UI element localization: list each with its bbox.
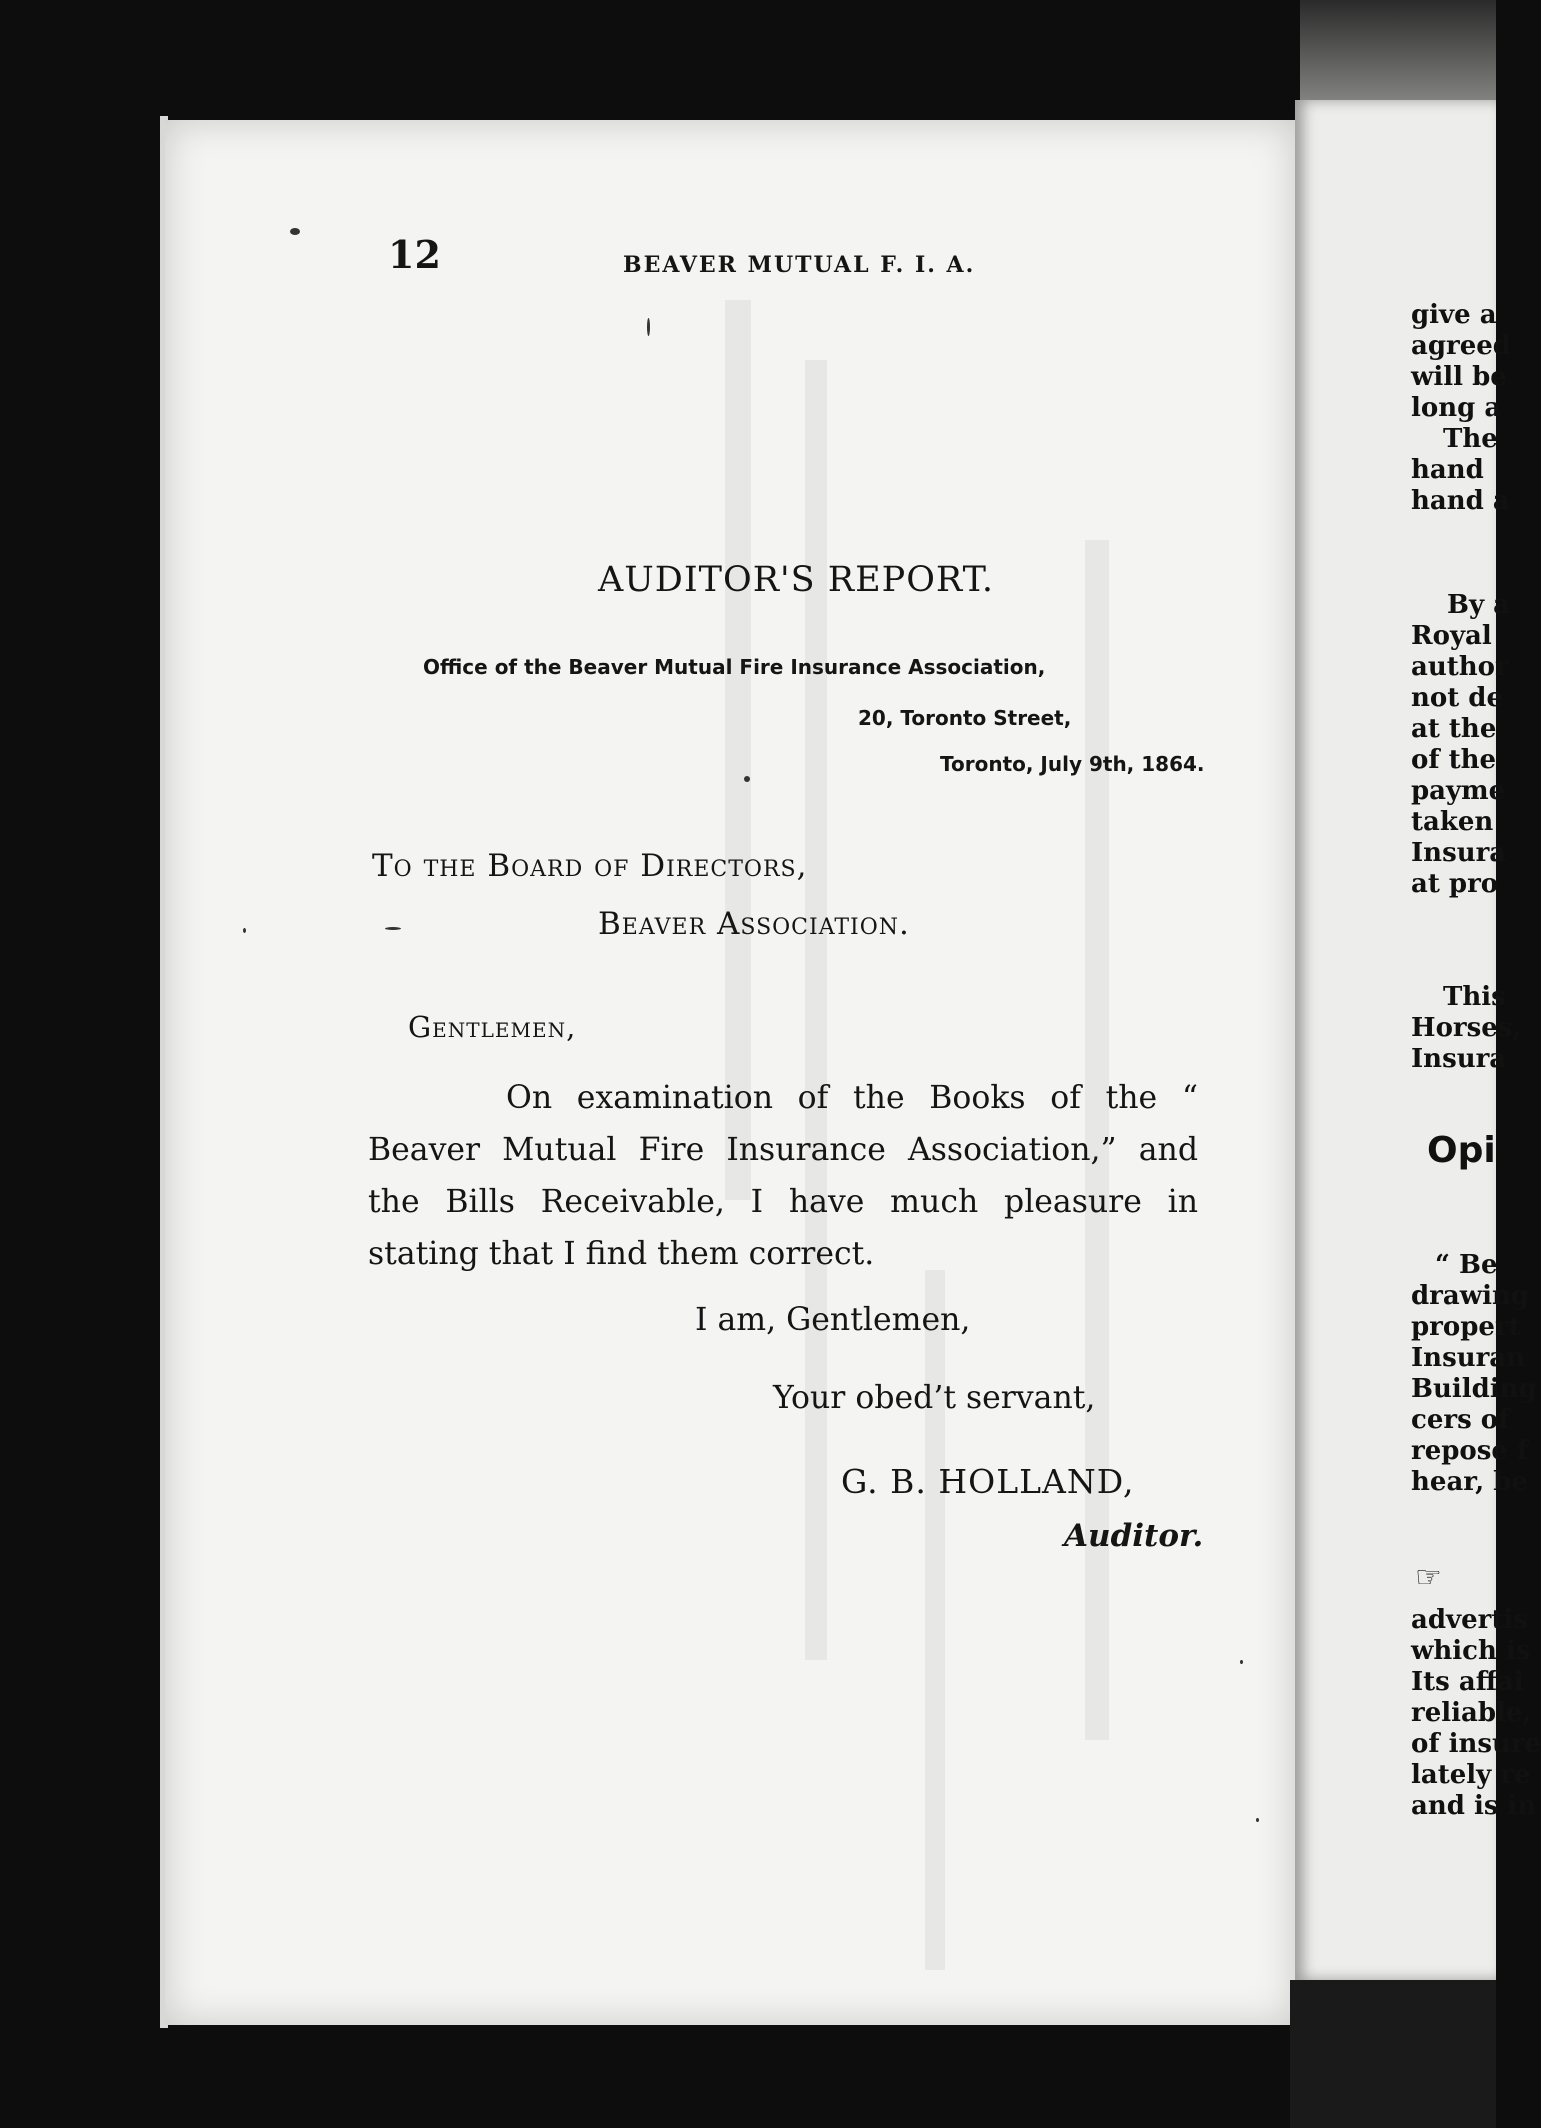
adjacent-text-line: Insuran	[1411, 1343, 1526, 1373]
signature-name: G. B. HOLLAND,	[841, 1462, 1135, 1501]
salutation: Gentlemen,	[408, 1010, 577, 1044]
page-number: 12	[388, 232, 441, 277]
report-title: AUDITOR'S REPORT.	[598, 560, 994, 600]
valediction: Your obed’t servant,	[773, 1380, 1096, 1416]
adjacent-text-line: advertis	[1411, 1605, 1528, 1635]
pointing-hand-icon: ☞	[1415, 1560, 1442, 1595]
adjacent-heading: Opi	[1427, 1130, 1496, 1171]
adjacent-text-line: at pro	[1411, 869, 1499, 899]
adjacent-text-line: author	[1411, 652, 1509, 682]
speck	[1240, 1660, 1243, 1664]
adjacent-text-line: cers of	[1411, 1405, 1510, 1435]
speck	[744, 776, 750, 782]
street-address-line: 20, Toronto Street,	[858, 706, 1072, 730]
adjacent-text-line: Royal	[1411, 621, 1492, 651]
adjacent-text-line: will be	[1411, 362, 1507, 392]
adjacent-text-line: repose f	[1411, 1436, 1529, 1466]
bleed-through-mark	[725, 300, 751, 1200]
adjacent-text-line: hand a	[1411, 486, 1510, 516]
adjacent-text-line: Its affai	[1411, 1667, 1524, 1697]
speck	[385, 927, 401, 930]
closing-line: I am, Gentlemen,	[695, 1302, 971, 1338]
adjacent-text-line: By a	[1447, 590, 1510, 620]
adjacent-text-line: give a	[1411, 300, 1497, 330]
adjacent-text-line: agreed	[1411, 331, 1511, 361]
speck	[290, 228, 300, 235]
speck	[647, 318, 650, 336]
adjacent-text-line: reliable,	[1411, 1698, 1532, 1728]
adjacent-text-line: payme	[1411, 776, 1506, 806]
body-paragraph: On examination of the Books of the “ Beaver Mutual Fire Insurance Association,” and the Bills Receivable, I have much pleasure in stating that I find them correct.	[368, 1080, 1198, 1272]
adjacent-text-line: This	[1443, 982, 1506, 1012]
addressee-line-2: Beaver Association.	[598, 906, 910, 942]
adjacent-text-line: hand	[1411, 455, 1484, 485]
adjacent-text-line: and is in	[1411, 1791, 1537, 1821]
adjacent-text-line: Insura	[1411, 1044, 1507, 1074]
adjacent-text-line: long a	[1411, 393, 1502, 423]
speck	[243, 928, 246, 933]
scan-dark-edge-top	[1300, 0, 1496, 110]
adjacent-text-line: “ Be	[1435, 1250, 1498, 1280]
bleed-through-mark	[925, 1270, 945, 1970]
adjacent-text-line: at the	[1411, 714, 1497, 744]
adjacent-text-line: of the	[1411, 745, 1497, 775]
running-head: BEAVER MUTUAL F. I. A.	[623, 252, 976, 278]
speck	[1256, 1818, 1259, 1822]
date-line: Toronto, July 9th, 1864.	[940, 752, 1205, 776]
adjacent-text-line: taken	[1411, 807, 1494, 837]
signature-title: Auditor.	[1064, 1518, 1204, 1554]
adjacent-text-line: propert	[1411, 1312, 1521, 1342]
adjacent-text-line: Insura	[1411, 838, 1507, 868]
adjacent-text-line: Horses,	[1411, 1013, 1522, 1043]
office-address-line: Office of the Beaver Mutual Fire Insurance Association,	[423, 655, 1046, 679]
adjacent-text-line: of insure	[1411, 1729, 1541, 1759]
adjacent-text-line: The	[1443, 424, 1498, 454]
adjacent-text-line: lately re	[1411, 1760, 1531, 1790]
bleed-through-mark	[805, 360, 827, 1660]
adjacent-text-line: drawing	[1411, 1281, 1530, 1311]
scan-dark-edge-bottom	[1290, 1980, 1496, 2128]
adjacent-text-line: which is	[1411, 1636, 1531, 1666]
adjacent-text-line: hear, be	[1411, 1467, 1528, 1497]
addressee-line-1: To the Board of Directors,	[372, 848, 808, 884]
adjacent-text-line: not de	[1411, 683, 1504, 713]
adjacent-text-line: Building	[1411, 1374, 1537, 1404]
adjacent-page	[1295, 100, 1541, 1980]
